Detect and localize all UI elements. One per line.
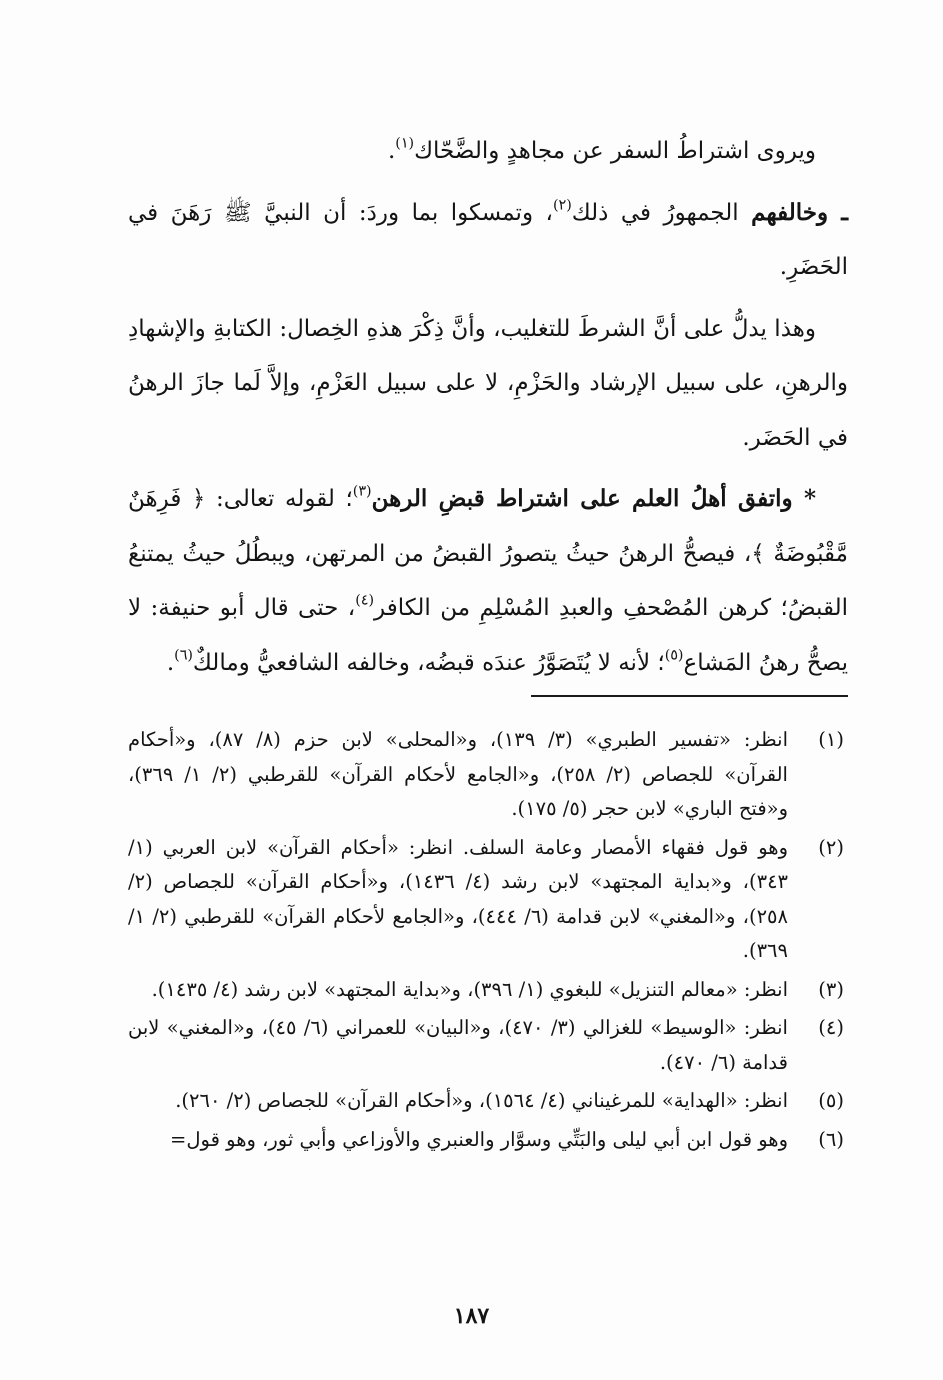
paragraph-text: ، حتى قال أبو حنيفة: لا يصحُّ رهنُ المَشاع [128, 595, 848, 676]
paragraph-text: وهذا يدلُّ على أنَّ الشرطَ للتغليب، وأنَّ ذِكْرَ هذهِ الخِصال: الكتابةِ والإشهادِ والرهنِ، على سبيل الإرشاد والحَزْمِ، لا على سبيل العَزْمِ، وإلاَّ لَما جازَ الرهنُ في الحَضَر. [128, 315, 848, 451]
paragraph-text: . [166, 649, 175, 676]
footnote-separator [531, 695, 848, 697]
paragraph-text: ؛ لأنه لا يُتَصَوَّرُ عندَه قبضُه، وخالفه الشافعيُّ ومالكٌ [192, 649, 665, 676]
footnote-ref: (٥) [664, 646, 684, 663]
paragraph-4 [128, 472, 848, 690]
footnote-text: انظر: «الهداية» للمرغيناني (٤/ ١٥٦٤)، و«أحكام القرآن» للجصاص (٢/ ٢٦٠). [175, 1089, 788, 1112]
footnote-4 [128, 1011, 848, 1080]
footnote-5 [128, 1084, 848, 1119]
footnote-ref: (٢) [552, 196, 572, 213]
paragraph-text: . [387, 138, 396, 164]
page-number: ١٨٧ [453, 1303, 490, 1329]
paragraph-3 [128, 302, 848, 466]
footnote-ref: (١) [395, 135, 415, 152]
footnote-number: (٢) [818, 835, 844, 859]
footnote-text: وهو قول ابن أبي ليلى والبَتِّي وسوَّار والعنبري والأوزاعي وأبي ثور، وهو قول= [170, 1127, 788, 1151]
paragraph-text: ؛ لقوله تعالى: ﴿ فَرِهَنٌ مَّقْبُوضَةٌ ﴾، فيصحُّ الرهنُ حيثُ يتصورُ القبضُ من المرتهن، ويبطُلُ حيثُ يمتنعُ القبضُ؛ كرهن المُصْحفِ والعبدِ المُسْلِمِ من الكافر [128, 486, 849, 621]
bold-lead: * واتفق أهلُ العلم على اشتراط قبضِ الرهن [371, 485, 816, 512]
footnote-1 [128, 723, 848, 827]
footnote-ref: (٦) [174, 646, 193, 663]
footnote-text: انظر: «معالم التنزيل» للبغوي (١/ ٣٩٦)، و«بداية المجتهد» لابن رشد (٤/ ١٤٣٥). [151, 977, 788, 1001]
footnotes [128, 723, 848, 1161]
paragraph-1 [128, 124, 848, 179]
footnote-text: انظر: «تفسير الطبري» (٣/ ١٣٩)، و«المحلى» لابن حزم (٨/ ٨٧)، و«أحكام القرآن» للجصاص (٢/ ٢٥٨)، و«الجامع لأحكام القرآن» للقرطبي (٢/ ١/ ٣٦٩)، و«فتح الباري» لابن حجر (٥/ ١٧٥). [128, 728, 788, 820]
main-text [128, 124, 848, 697]
footnote-number: (٥) [818, 1089, 844, 1112]
footnote-text: انظر: «الوسيط» للغزالي (٣/ ٤٧٠)، و«البيان» للعمراني (٦/ ٤٥)، و«المغني» لابن قدامة (٦/ ٤٧٠). [128, 1016, 788, 1074]
footnote-6 [128, 1123, 848, 1158]
paragraph-text: ، وتمسكوا بما وردَ: أن النبيَّ ﷺ رَهَنَ في الحَضَرِ. [128, 199, 848, 280]
footnote-text: وهو قول فقهاء الأمصار وعامة السلف. انظر: «أحكام القرآن» لابن العربي (١/ ٣٤٣)، و«بداية المجتهد» لابن رشد (٤/ ١٤٣٦)، و«أحكام القرآن» للجصاص (٢/ ٢٥٨)، و«المغني» لابن قدامة (٦/ ٤٤٤)، و«الجامع لأحكام القرآن» للقرطبي (٢/ ١/ ٣٦٩). [128, 835, 789, 962]
footnote-ref: (٣) [352, 483, 372, 500]
footnote-3 [128, 973, 848, 1008]
footnote-number: (٤) [818, 1016, 844, 1039]
footnote-ref: (٤) [355, 592, 375, 609]
paragraph-text: ويروى اشتراطُ السفر عن مجاهدٍ والضَّحّاك [414, 138, 816, 164]
bold-lead: ـ وخالفهم [751, 198, 848, 226]
footnote-2 [128, 831, 848, 969]
paragraph-2 [128, 186, 848, 295]
footnote-number: (٣) [818, 977, 844, 1001]
paragraph-text: الجمهورُ في ذلك [571, 199, 752, 226]
footnote-number: (٦) [818, 1127, 844, 1151]
footnote-number: (١) [818, 728, 844, 751]
